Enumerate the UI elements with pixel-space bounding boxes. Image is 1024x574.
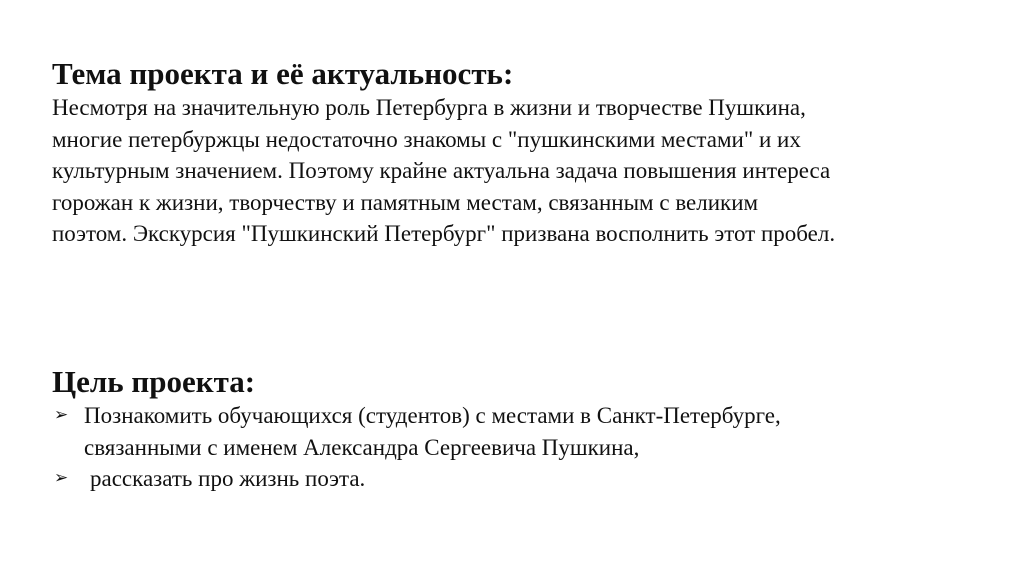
topic-paragraph (52, 92, 972, 250)
topic-section (52, 56, 972, 250)
goal-list (52, 400, 972, 495)
goal-section (52, 364, 972, 495)
arrow-bullet-icon: ➢ (54, 405, 69, 425)
goal-list-item (52, 400, 972, 463)
goal-item-line: рассказать про жизнь поэта. (90, 466, 366, 491)
goal-list-item (52, 463, 972, 495)
topic-line: многие петербуржцы недостаточно знакомы с "пушкинскими местами" и их (52, 126, 801, 152)
topic-line: поэтом. Экскурсия "Пушкинский Петербург" призвана восполнить этот пробел. (52, 221, 836, 246)
goal-heading: Цель проекта: (52, 364, 256, 399)
topic-heading: Тема проекта и её актуальность: (52, 56, 514, 91)
goal-item-line: связанными с именем Александра Сергеевича Пушкина, (84, 434, 640, 460)
arrow-bullet-icon: ➢ (54, 468, 69, 488)
topic-line: Несмотря на значительную роль Петербурга в жизни и творчестве Пушкина, (52, 95, 806, 120)
topic-line: культурным значением. Поэтому крайне актуальна задача повышения интереса (52, 158, 831, 183)
topic-line: горожан к жизни, творчеству и памятным местам, связанным с великим (52, 189, 759, 215)
goal-item-line: Познакомить обучающихся (студентов) с местами в Санкт-Петербурге, (84, 403, 781, 428)
